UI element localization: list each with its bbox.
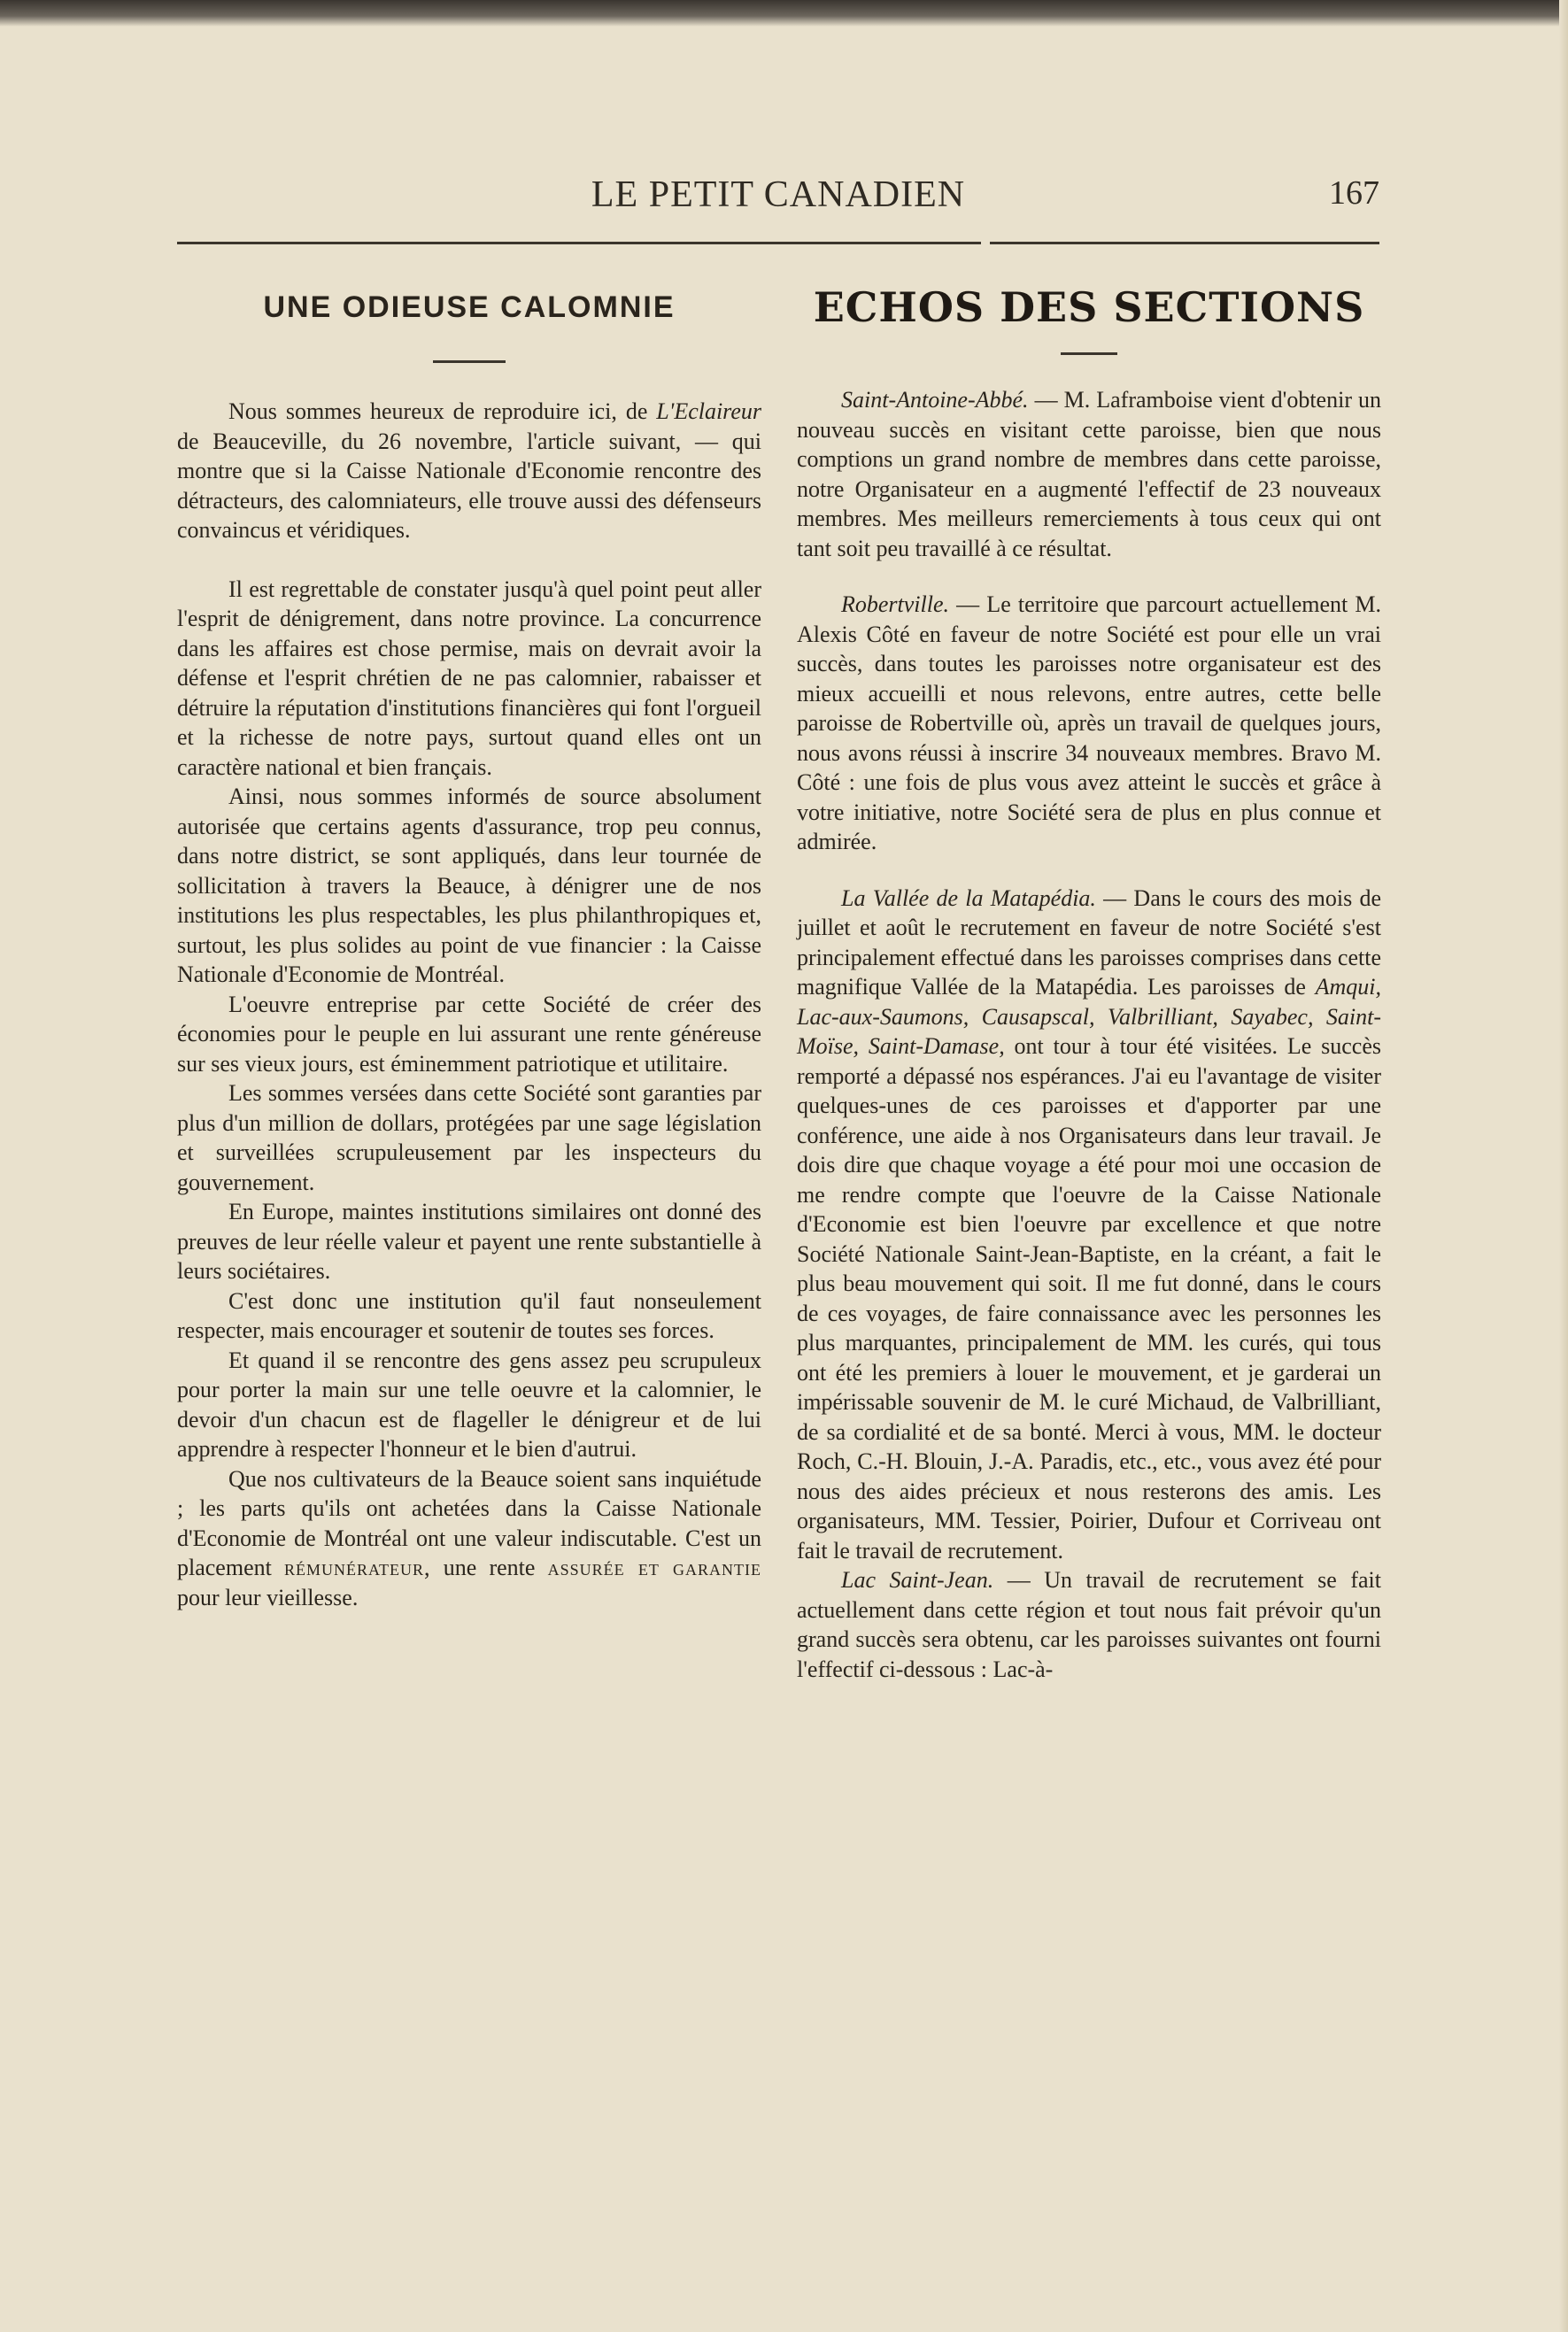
paragraph: En Europe, maintes institutions similaires ont donné des preuves de leur réelle valeur et payent une rente substantielle à leurs sociétaires.: [177, 1199, 761, 1284]
section-entry-lac-saint-jean: Lac Saint-Jean. — Un travail de recrutement se fait actuellement dans cette région et tout nous fait prévoir qu'un grand succès sera obtenu, car les paroisses suivantes ont fourni l'effectif ci-dessous : Lac-à-: [797, 1567, 1381, 1682]
page-number: 167: [1329, 174, 1379, 212]
paragraph: Les sommes versées dans cette Société sont garanties par plus d'un million de dollars, protégées par une sage législation et surveillées scrupuleusement par les inspecteurs du gouvernement.: [177, 1080, 761, 1195]
article-title-calomnie: UNE ODIEUSE CALOMNIE: [263, 290, 676, 324]
page-edge-shadow: [1559, 0, 1568, 2332]
article-body-calomnie: [177, 397, 761, 1612]
paragraph: Il est regrettable de constater jusqu'à quel point peut aller l'esprit de dénigrement, dans notre province. La concurrence dans les affaires est chose permise, mais on devrait avoir la défense et l'esprit chrétien de ne pas calomnier, rabaisser et détruire la réputation d'institutions financières qui font l'orgueil et la richesse de notre pays, surtout quand elles ont un caractère national et bien français.: [177, 575, 761, 780]
source-title: L'Eclaireur: [656, 398, 761, 424]
section-entry-saint-antoine: Saint-Antoine-Abbé. — M. Laframboise vient d'obtenir un nouveau succès en visitant cette paroisse, bien que nous comptions un grand nombre de membres dans cette paroisse, notre Organisateur en a augmenté l'effectif de 23 nouveaux membres. Mes meilleurs remerciements à tous ceux qui ont tant soit peu travaillé à ce résultat.: [797, 387, 1381, 561]
section-entry-robertville: Robertville. — Le territoire que parcourt actuellement M. Alexis Côté en faveur de notre Société est pour elle un vrai succès, dans toutes les paroisses notre organisateur est des mieux accueilli et nous relevons, entre autres, cette belle paroisse de Robertville où, après un travail de quelques jours, nous avons réussi à inscrire 34 nouveaux membres. Bravo M. Côté : une fois de plus vous avez atteint le succès et grâce à votre initiative, notre Société sera de plus en plus connue et admirée.: [797, 591, 1381, 854]
paragraph: Ainsi, nous sommes informés de source absolument autorisée que certains agents d'assurance, trop peu connus, dans notre district, se sont appliqués, dans leur tournée de sollicitation à travers la Beauce, à dénigrer une de nos institutions les plus respectables, les plus philanthropiques et, surtout, les plus solides au point de vue financier : la Caisse Nationale d'Economie de Montréal.: [177, 784, 761, 987]
paragraph: Et quand il se rencontre des gens assez peu scrupuleux pour porter la main sur une telle oeuvre et la calomnier, le devoir d'un chacun est de flageller le dénigreur et de lui apprendre à respecter l'honneur et le bien d'autrui.: [177, 1347, 761, 1462]
header-rule-right: [990, 242, 1379, 244]
running-title: LE PETIT CANADIEN: [591, 174, 966, 215]
article-body-echos: [797, 385, 1381, 1684]
title-separator: [433, 360, 506, 363]
header-rule-left: [177, 242, 981, 244]
page-header: [177, 174, 1379, 227]
title-separator: [1061, 352, 1117, 355]
right-column: [797, 283, 1381, 1684]
paragraph-conclusion: Que nos cultivateurs de la Beauce soient sans inquiétude ; les parts qu'ils ont achetées dans la Caisse Nationale d'Economie de Montréal ont une valeur indiscutable. C'est un placement rémunérateur, une rente assurée et garantie pour leur vieillesse.: [177, 1465, 761, 1610]
article-title-echos: ECHOS DES SECTIONS: [813, 283, 1365, 331]
paragraph: C'est donc une institution qu'il faut nonseulement respecter, mais encourager et soutenir de toutes ses forces.: [177, 1287, 761, 1343]
left-column: [177, 283, 761, 1612]
paragraph: L'oeuvre entreprise par cette Société de créer des économies pour le peuple en lui assurant une rente généreuse sur ses vieux jours, est éminemment patriotique et utilitaire.: [177, 991, 761, 1077]
section-entry-matapedia: La Vallée de la Matapédia. — Dans le cours des mois de juillet et août le recrutement en faveur de notre Société s'est principalement effectué dans les paroisses comprises dans cette magnifique Vallée de la Matapédia. Les paroisses de Amqui, Lac-aux-Saumons, Causapscal, Valbrilliant, Sayabec, Saint-Moïse, Saint-Damase, ont tour à tour été visitées. Le succès remporté a dépassé nos espérances. J'ai eu l'avantage de visiter quelques-unes de ces paroisses et d'apporter par une conférence, une aide à nos Organisateurs dans leur travail. Je dois dire que chaque voyage a été pour moi une occasion de me rendre compte que l'oeuvre de la Caisse Nationale d'Economie est bien l'oeuvre par excellence et que notre Société Nationale Saint-Jean-Baptiste, en la créant, a fait le plus beau mouvement qui soit. Il me fut donné, dans le cours de ces voyages, de faire connaissance avec les personnes les plus marquantes, principalement de MM. les curés, qui tous ont été les premiers à louer le mouvement, et je garderai un impérissable souvenir de M. le curé Michaud, de Valbrilliant, de sa cordialité et de sa bonté. Merci à vous, MM. le docteur Roch, C.-H. Blouin, J.-A. Paradis, etc., etc., vous avez été pour nous des aides précieux et nous resterons des amis. Les organisateurs, MM. Tessier, Poirier, Dufour et Corriveau ont fait le travail de recrutement.: [797, 884, 1381, 1564]
paragraph-intro: Nous sommes heureux de reproduire ici, de L'Eclaireur de Beauceville, du 26 novembre, l'article suivant, — qui montre que si la Caisse Nationale d'Economie rencontre des détracteurs, des calomniateurs, elle trouve aussi des défenseurs convaincus et véridiques.: [177, 398, 761, 543]
scan-top-border: [0, 0, 1568, 27]
